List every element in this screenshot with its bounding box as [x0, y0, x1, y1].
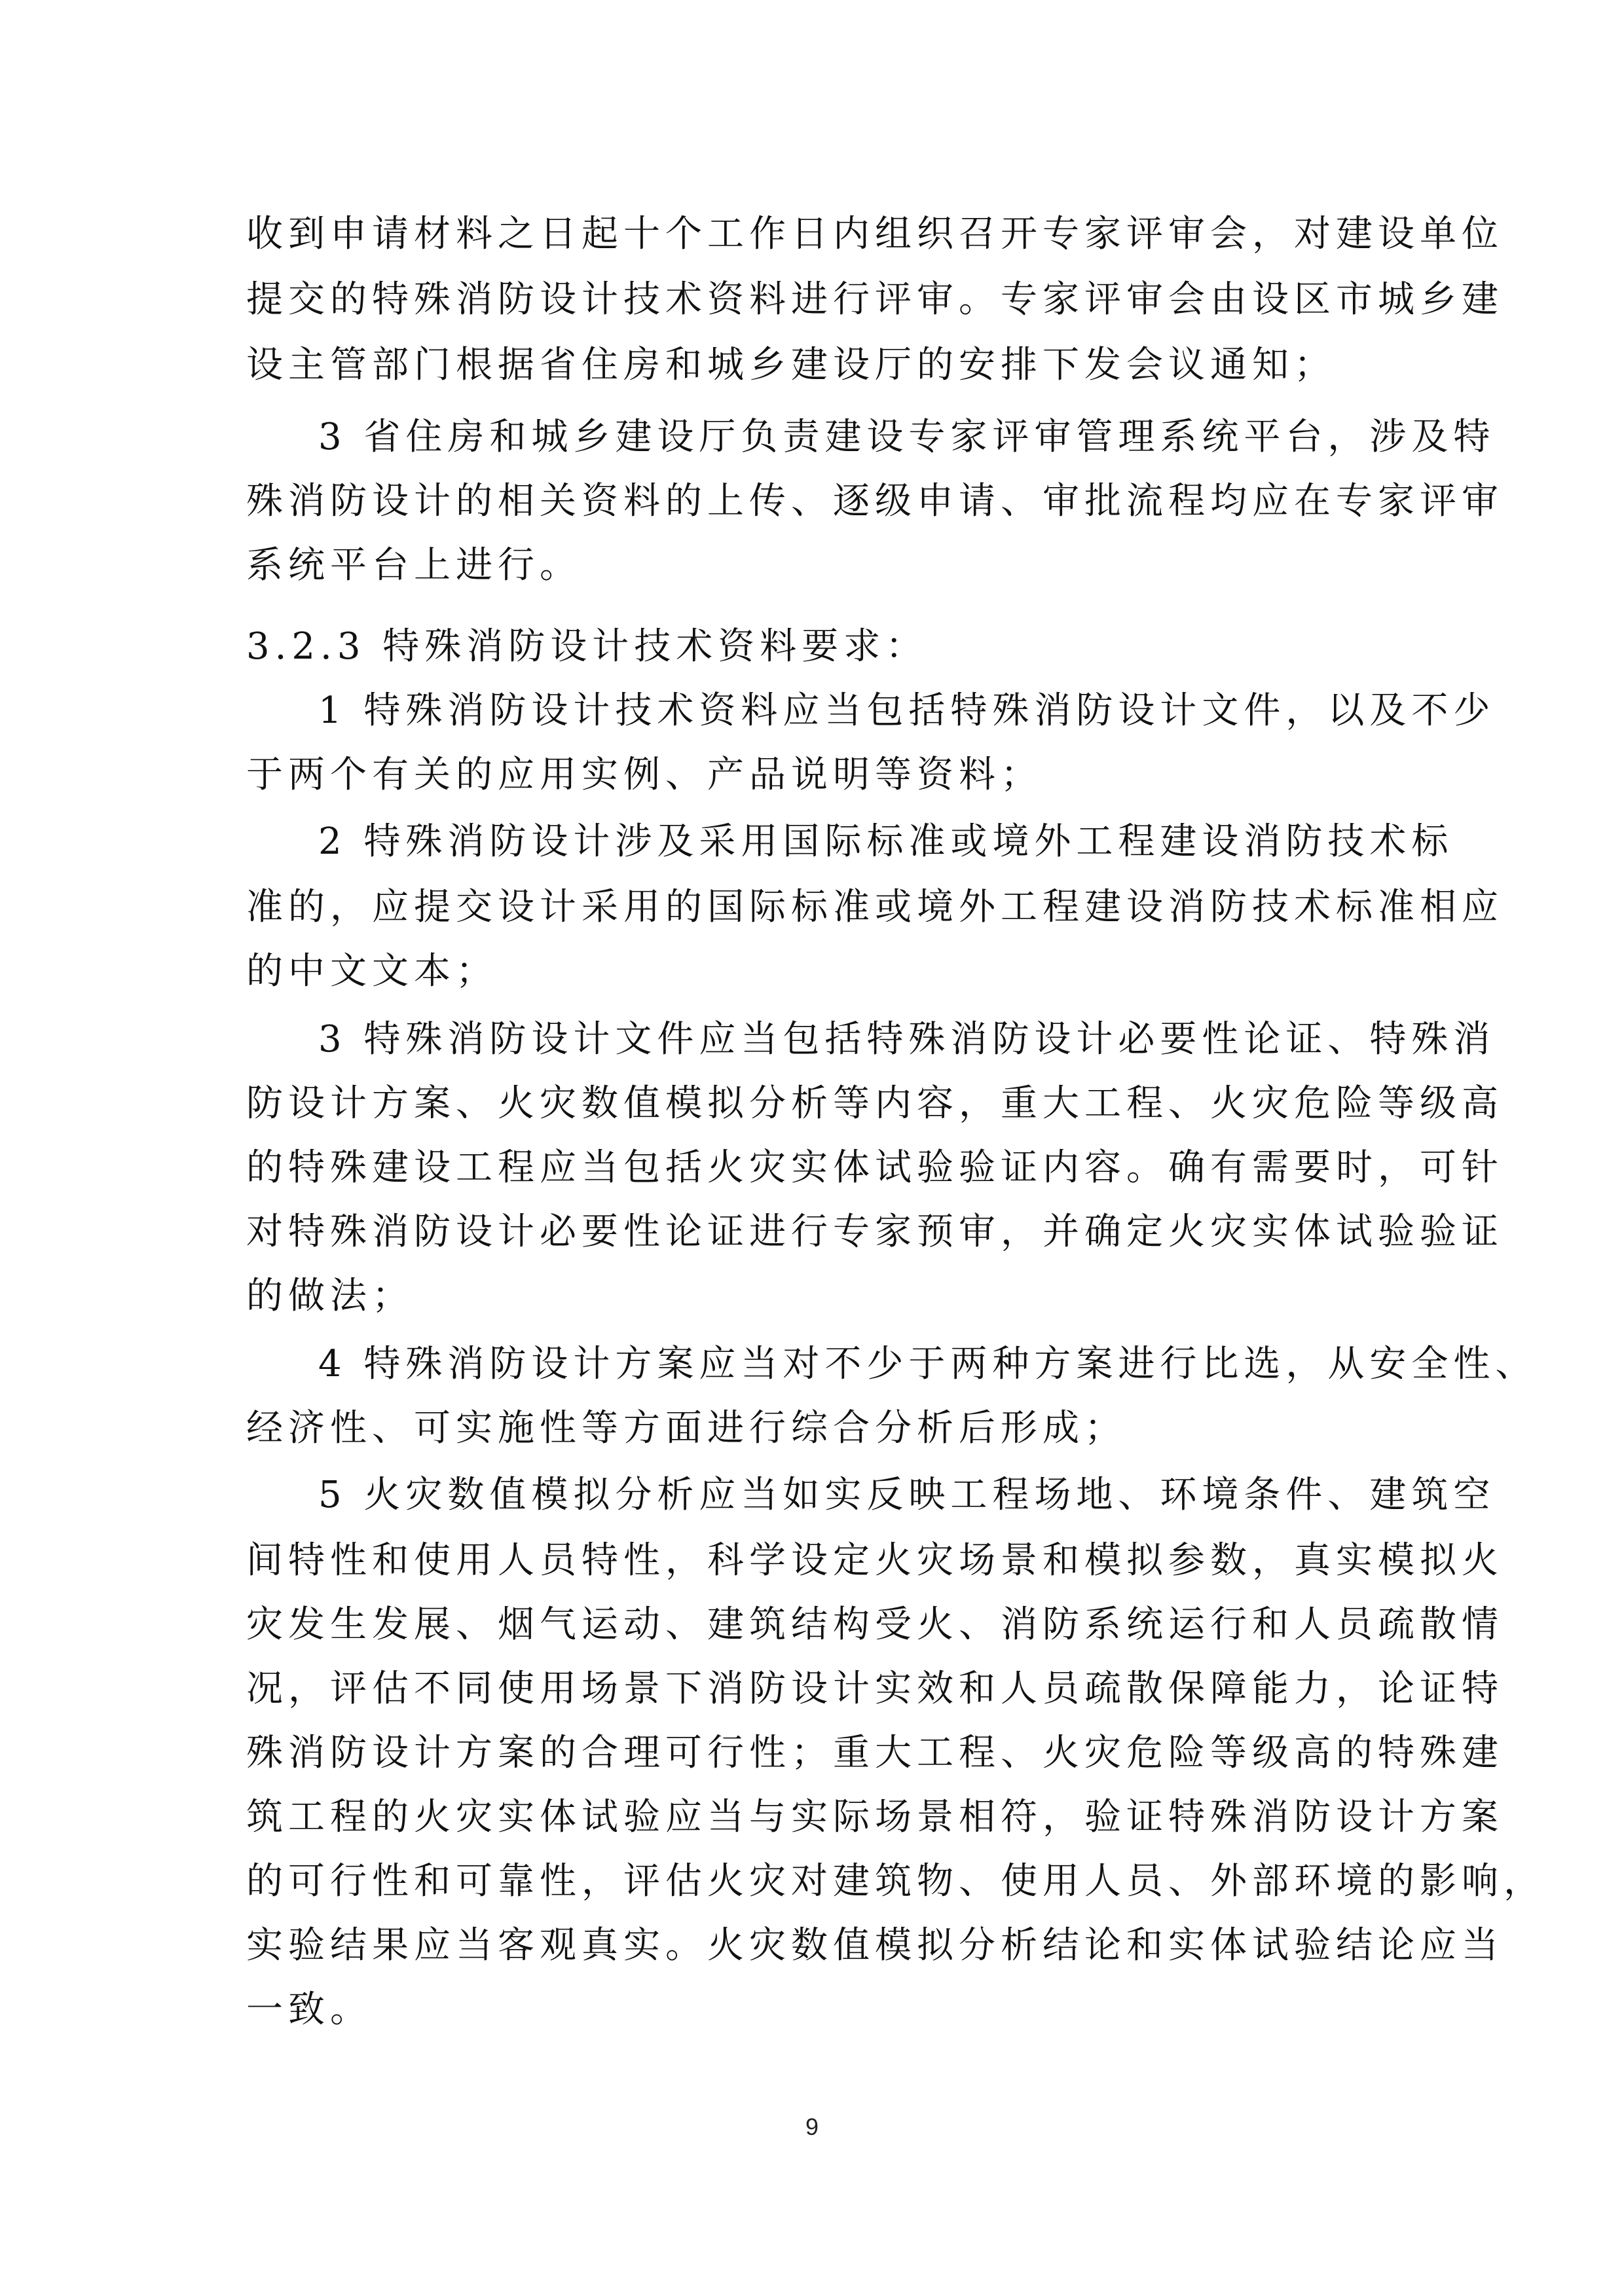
- paragraph-line: 况，评估不同使用场景下消防设计实效和人员疏散保障能力，论证特: [246, 1667, 1504, 1710]
- paragraph-line: 殊消防设计方案的合理可行性；重大工程、火灾危险等级高的特殊建: [246, 1732, 1504, 1774]
- paragraph-line: 3 特殊消防设计文件应当包括特殊消防设计必要性论证、特殊消: [318, 1018, 1496, 1061]
- paragraph-line: 于两个有关的应用实例、产品说明等资料；: [246, 754, 1043, 796]
- paragraph-line: 殊消防设计的相关资料的上传、逐级申请、审批流程均应在专家评审: [246, 480, 1504, 522]
- paragraph-line: 的做法；: [246, 1275, 414, 1317]
- paragraph-line: 5 火灾数值模拟分析应当如实反映工程场地、环境条件、建筑空: [318, 1474, 1496, 1516]
- paragraph-line: 的可行性和可靠性，评估火灾对建筑物、使用人员、外部环境的影响，: [246, 1860, 1545, 1903]
- page-number: 9: [805, 2113, 819, 2140]
- paragraph-line: 设主管部门根据省住房和城乡建设厅的安排下发会议通知；: [246, 344, 1336, 386]
- paragraph-line: 间特性和使用人员特性，科学设定火灾场景和模拟参数，真实模拟火: [246, 1539, 1504, 1582]
- paragraph-line: 系统平台上进行。: [246, 544, 581, 587]
- paragraph-line: 准的，应提交设计采用的国际标准或境外工程建设消防技术标准相应: [246, 886, 1504, 928]
- paragraph-line: 对特殊消防设计必要性论证进行专家预审，并确定火灾实体试验验证: [246, 1211, 1504, 1253]
- section-heading: 3.2.3 特殊消防设计技术资料要求：: [246, 625, 928, 668]
- paragraph-line: 灾发生发展、烟气运动、建筑结构受火、消防系统运行和人员疏散情: [246, 1603, 1504, 1646]
- paragraph-line: 2 特殊消防设计涉及采用国际标准或境外工程建设消防技术标: [318, 820, 1454, 863]
- paragraph-line: 1 特殊消防设计技术资料应当包括特殊消防设计文件，以及不少: [318, 689, 1496, 732]
- paragraph-line: 一致。: [246, 1988, 372, 2031]
- paragraph-line: 的中文文本；: [246, 950, 498, 993]
- paragraph-line: 实验结果应当客观真实。火灾数值模拟分析结论和实体试验结论应当: [246, 1924, 1504, 1967]
- paragraph-line: 4 特殊消防设计方案应当对不少于两种方案进行比选，从安全性、: [318, 1343, 1538, 1385]
- paragraph-line: 经济性、可实施性等方面进行综合分析后形成；: [246, 1407, 1126, 1449]
- paragraph-line: 筑工程的火灾实体试验应当与实际场景相符，验证特殊消防设计方案: [246, 1796, 1504, 1838]
- paragraph-line: 的特殊建设工程应当包括火灾实体试验验证内容。确有需要时，可针: [246, 1146, 1504, 1189]
- paragraph-line: 3 省住房和城乡建设厅负责建设专家评审管理系统平台，涉及特: [318, 416, 1496, 458]
- paragraph-line: 收到申请材料之日起十个工作日内组织召开专家评审会，对建设单位: [246, 213, 1504, 255]
- paragraph-line: 防设计方案、火灾数值模拟分析等内容，重大工程、火灾危险等级高: [246, 1082, 1504, 1125]
- paragraph-line: 提交的特殊消防设计技术资料进行评审。专家评审会由设区市城乡建: [246, 278, 1504, 321]
